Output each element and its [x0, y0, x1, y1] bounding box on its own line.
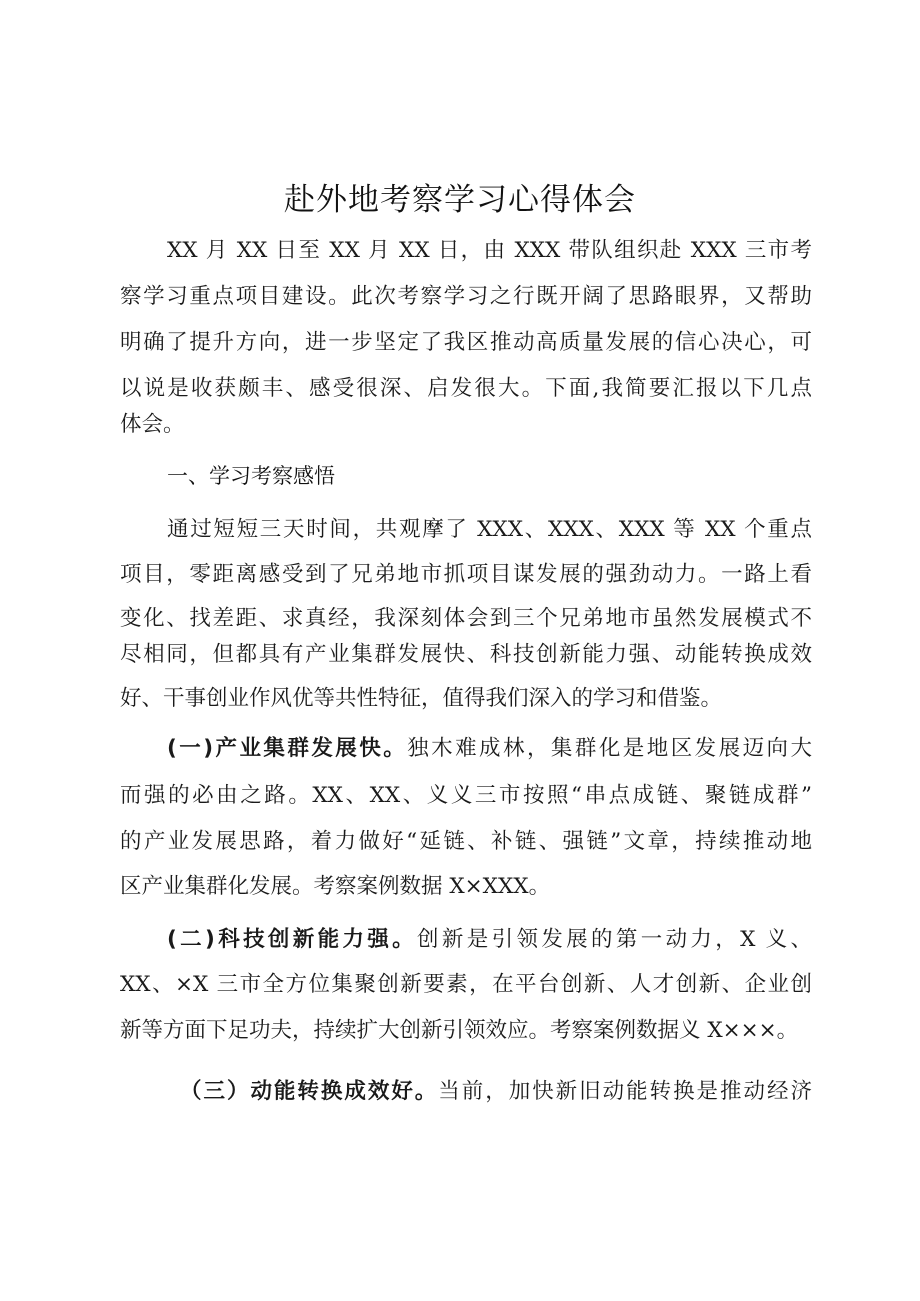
section1-line-5: 好、干事创业作风优等共性特征，值得我们深入的学习和借鉴。 — [120, 686, 723, 711]
item1-first-text: 独木难成林，集群化是地区发展迈向大 — [407, 736, 812, 761]
intro-line-5: 体会。 — [120, 412, 185, 437]
item2-line-3: 新等方面下足功夫，持续扩大创新引领效应。考察案例数据义 X×××。 — [120, 1018, 799, 1043]
intro-line-2: 察学习重点项目建设。此次考察学习之行既开阔了思路眼界，又帮助 — [120, 284, 812, 309]
item1-bold-heading: (一)产业集群发展快。 — [167, 736, 408, 761]
document-title: 赴外地考察学习心得体会 — [284, 182, 636, 218]
item2-line-2: XX、×X 三市全方位集聚创新要素，在平台创新、人才创新、企业创 — [120, 972, 812, 997]
section1-line-1: 通过短短三天时间，共观摩了 XXX、XXX、XXX 等 XX 个重点 — [167, 517, 812, 542]
intro-line-3: 明确了提升方向，进一步坚定了我区推动高质量发展的信心决心，可 — [120, 330, 812, 355]
item2-first-text: 创新是引领发展的第一动力，X 义、 — [417, 927, 812, 952]
item1-line-4: 区产业集群化发展。考察案例数据 X×XXX。 — [120, 874, 551, 899]
item1-line-3: 的产业发展思路，着力做好“延链、补链、强链”文章，持续推动地 — [120, 829, 812, 854]
item3-bold-heading: （三）动能转换成效好。 — [180, 1079, 439, 1104]
section1-line-4: 尽相同，但都具有产业集群发展快、科技创新能力强、动能转换成效 — [120, 642, 812, 667]
section1-line-3: 变化、找差距、求真经，我深刻体会到三个兄弟地市虽然发展模式不 — [120, 606, 812, 631]
item2-line-1 — [167, 925, 812, 955]
item1-line-1 — [167, 734, 812, 764]
item3-line-1 — [180, 1077, 812, 1107]
section-heading-1: 一、学习考察感悟 — [167, 464, 335, 488]
section1-line-2: 项目，零距离感受到了兄弟地市抓项目谋发展的强劲动力。一路上看 — [120, 562, 812, 587]
item1-line-2: 而强的必由之路。XX、XX、义义三市按照“串点成链、聚链成群” — [120, 783, 812, 808]
item3-first-text: 当前，加快新旧动能转换是推动经济 — [438, 1079, 812, 1104]
intro-line-4: 以说是收获颇丰、感受很深、启发很大。下面,我简要汇报以下几点 — [120, 376, 812, 401]
intro-line-1: XX 月 XX 日至 XX 月 XX 日，由 XXX 带队组织赴 XXX 三市考 — [167, 238, 812, 263]
item2-bold-heading: (二)科技创新能力强。 — [167, 927, 418, 952]
